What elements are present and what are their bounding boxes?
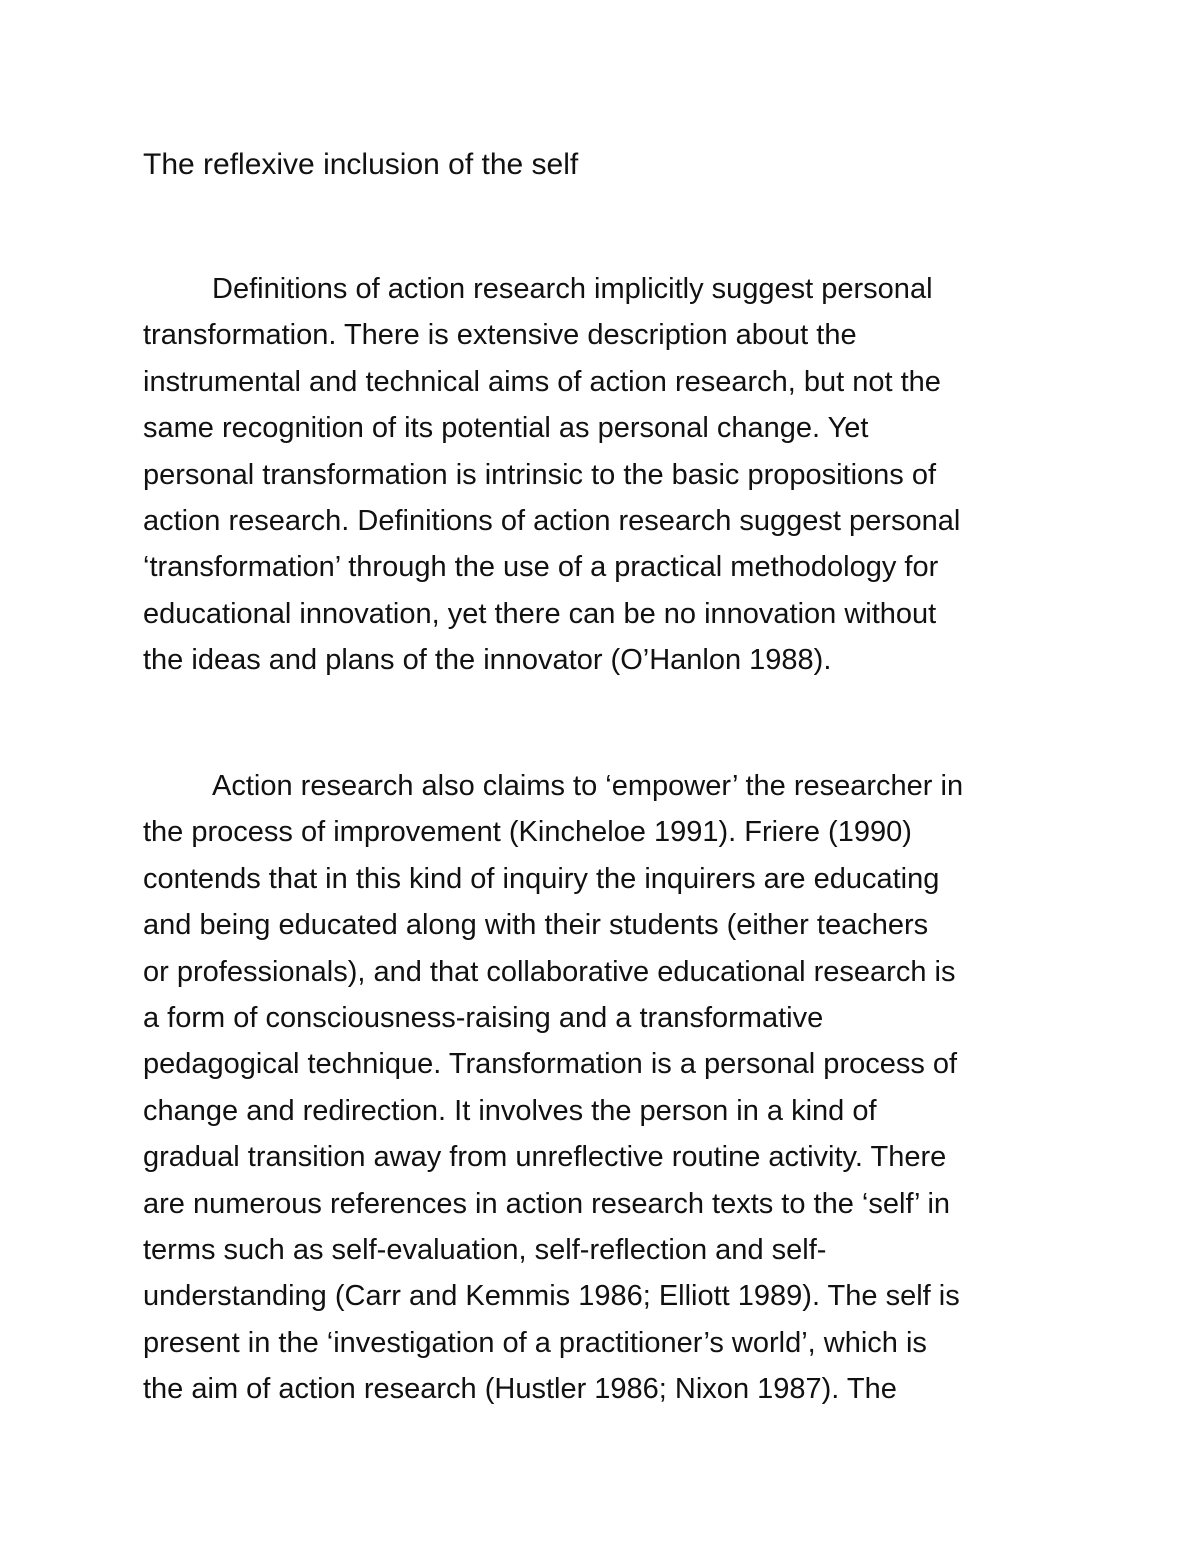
paragraph xyxy=(143,266,960,684)
paragraph-line: Action research also claims to ‘empower’ the researcher in xyxy=(212,770,964,802)
paragraph-line: a form of consciousness-raising and a transformative xyxy=(143,1002,824,1035)
document-title: The reflexive inclusion of the self xyxy=(143,148,579,181)
paragraph-line: personal transformation is intrinsic to the basic propositions of xyxy=(143,458,937,491)
paragraph-line: or professionals), and that collaborative educational research is xyxy=(143,955,956,988)
paragraph-line: Definitions of action research implicitly suggest personal xyxy=(212,273,933,305)
paragraph xyxy=(143,763,963,1413)
paragraph-line: terms such as self-evaluation, self-reflection and self- xyxy=(143,1234,827,1267)
paragraph-line: present in the ‘investigation of a practitioner’s world’, which is xyxy=(143,1326,927,1359)
paragraph-line: and being educated along with their students (either teachers xyxy=(143,909,929,942)
paragraph-line: are numerous references in action research texts to the ‘self’ in xyxy=(143,1187,951,1220)
paragraph-line: the aim of action research (Hustler 1986; Nixon 1987). The xyxy=(143,1373,897,1406)
paragraph-line: gradual transition away from unreflective routine activity. There xyxy=(143,1141,947,1174)
paragraph-line: instrumental and technical aims of action research, but not the xyxy=(143,365,941,398)
paragraph-line: transformation. There is extensive description about the xyxy=(143,319,857,352)
paragraph-line: action research. Definitions of action research suggest personal xyxy=(143,505,961,538)
paragraph-line: pedagogical technique. Transformation is a personal process of xyxy=(143,1048,958,1081)
paragraph-line: change and redirection. It involves the person in a kind of xyxy=(143,1094,877,1127)
paragraph-line: understanding (Carr and Kemmis 1986; Elliott 1989). The self is xyxy=(143,1280,960,1313)
paragraph-line: the process of improvement (Kincheloe 1991). Friere (1990) xyxy=(143,816,912,849)
paragraph-line: contends that in this kind of inquiry the inquirers are educating xyxy=(143,862,940,895)
paragraph-line: educational innovation, yet there can be no innovation without xyxy=(143,597,937,630)
paragraph-line: ‘transformation’ through the use of a practical methodology for xyxy=(143,551,939,584)
paragraph-line: the ideas and plans of the innovator (O’Hanlon 1988). xyxy=(143,644,832,677)
paragraph-line: same recognition of its potential as personal change. Yet xyxy=(143,412,869,445)
